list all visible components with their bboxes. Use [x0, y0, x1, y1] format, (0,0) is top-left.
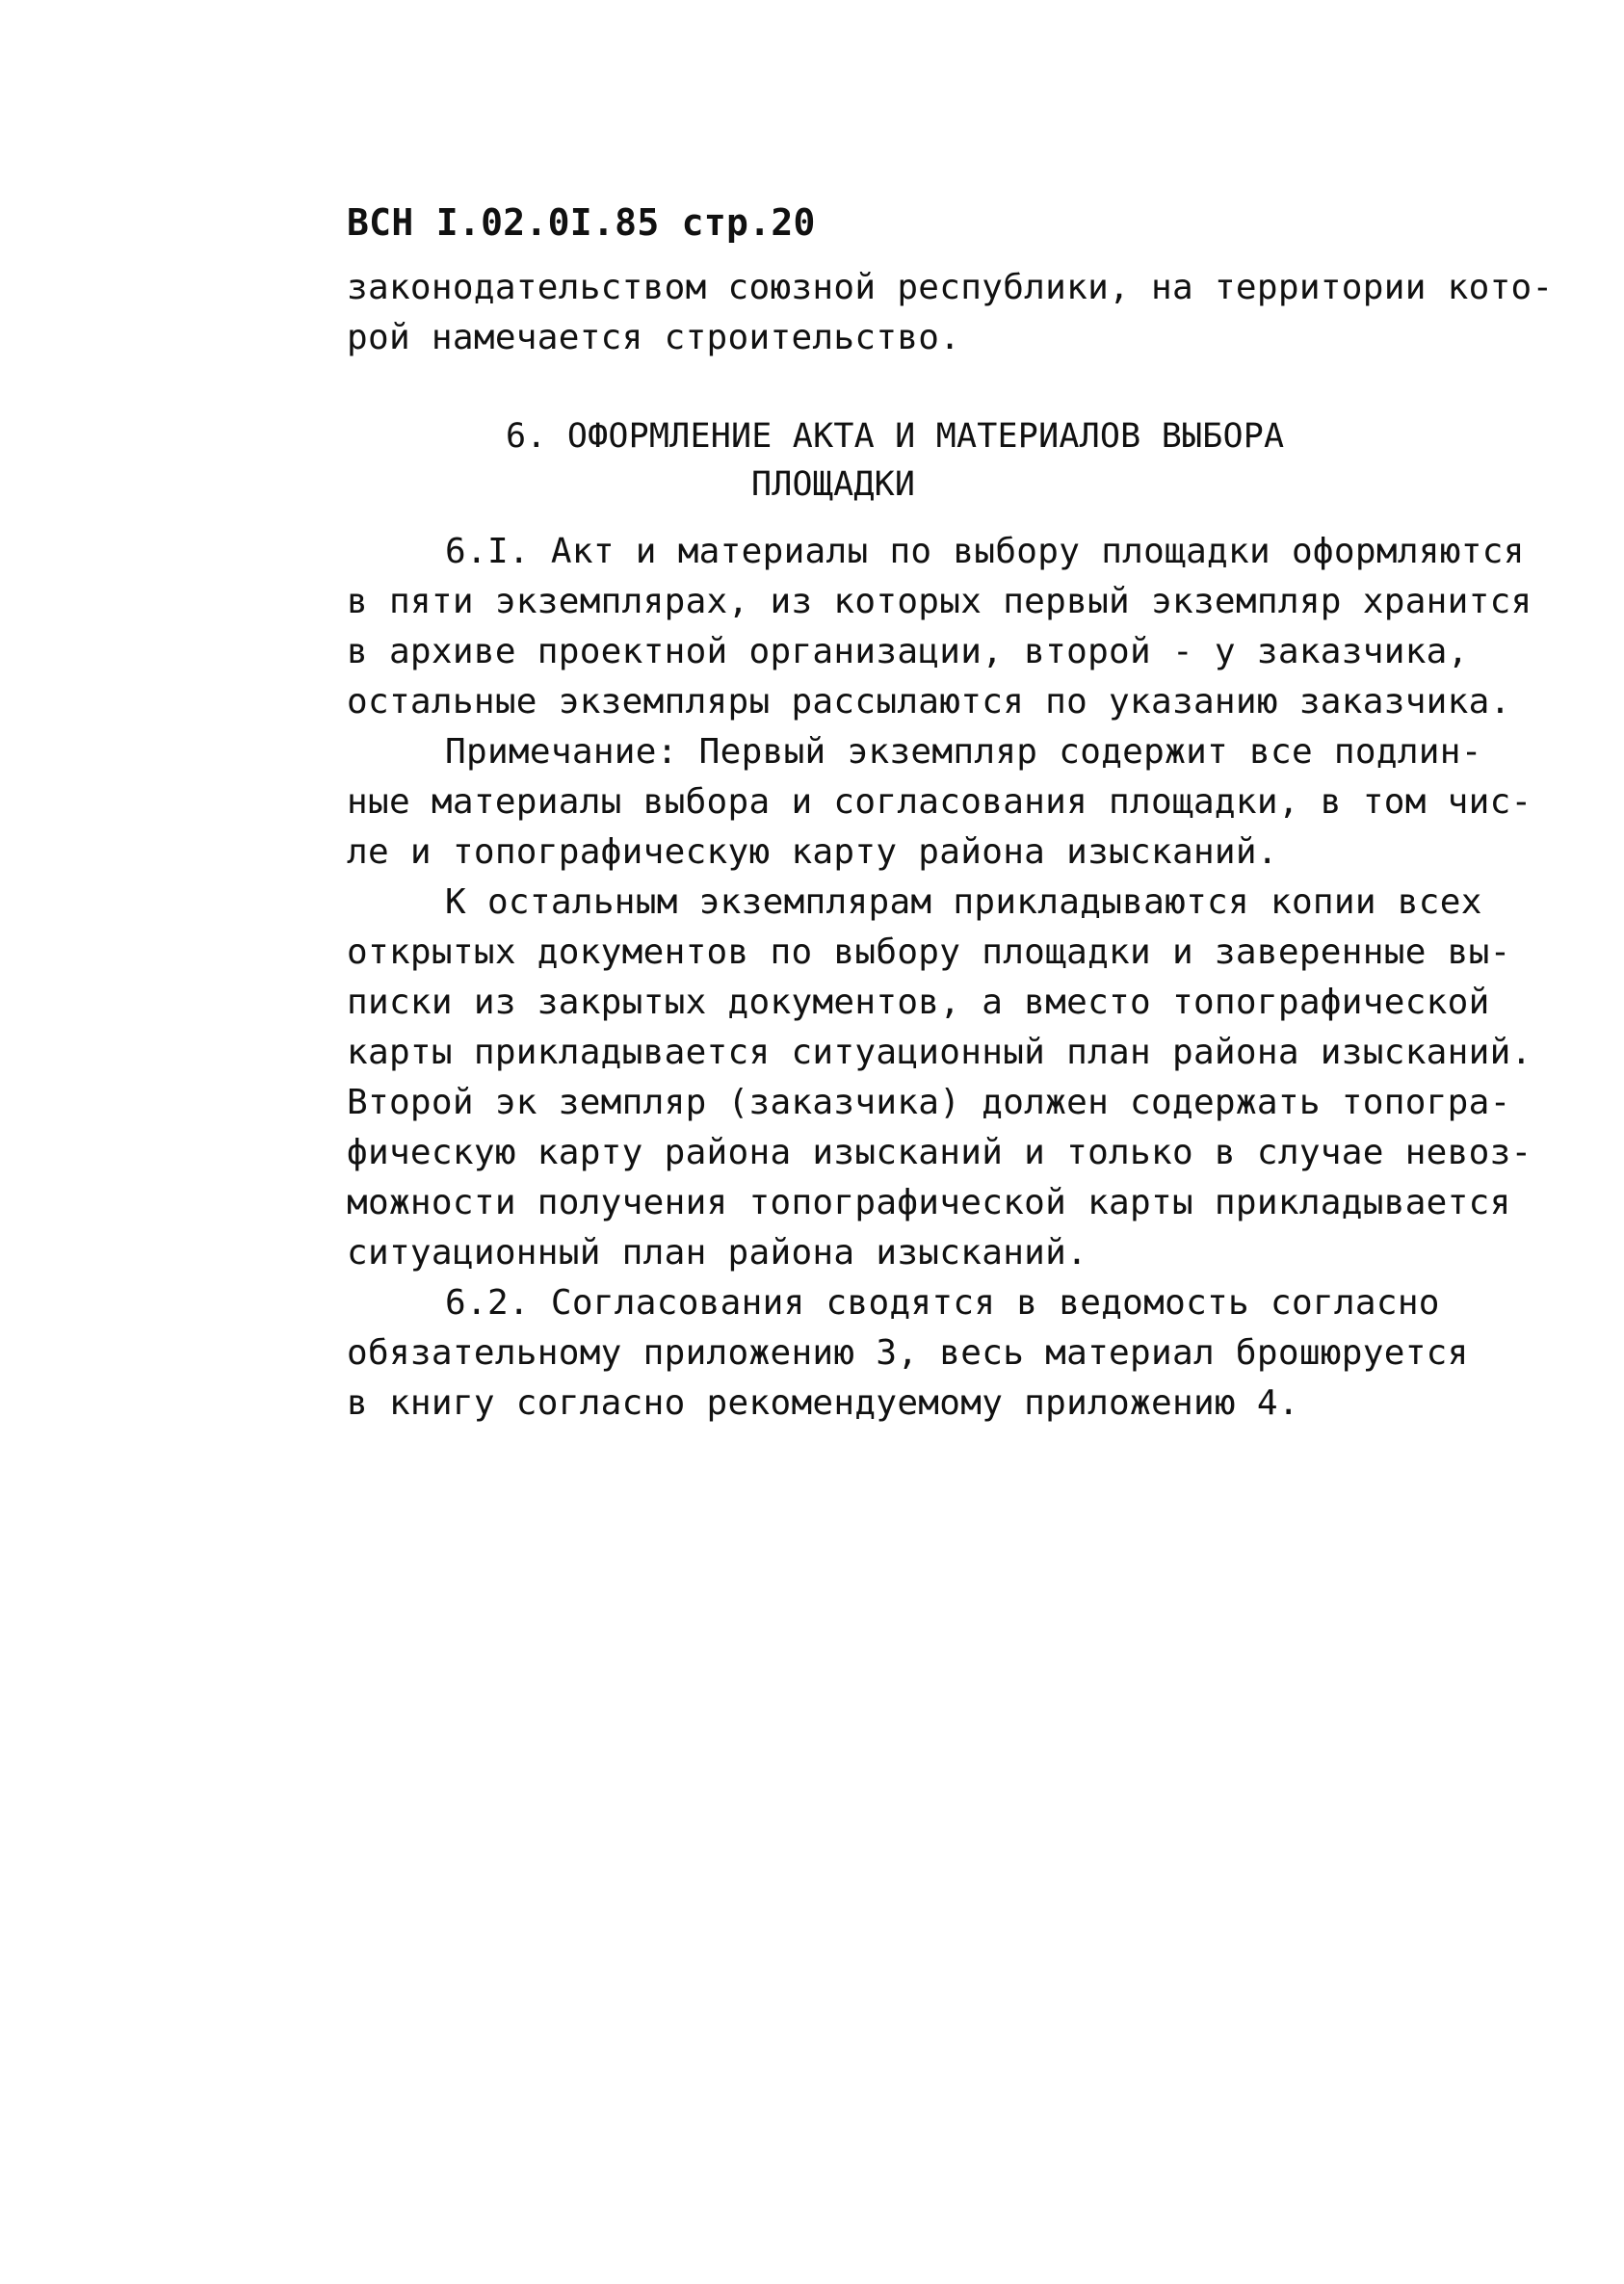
para-6-2-line-1: 6.2. Согласования сводятся в ведомость согласно — [445, 1283, 1440, 1323]
note-line-3: ле и топографическую карту района изысканий. — [347, 832, 1278, 872]
copies-line-2: открытых документов по выбору площадки и заверенные вы- — [347, 932, 1511, 972]
note-line-1: Примечание: Первый экземпляр содержит все подлин- — [445, 732, 1482, 772]
page-header: ВСН I.02.0I.85 стр.20 — [347, 201, 816, 244]
para-6-2-line-3: в книгу согласно рекомендуемому приложению 4. — [347, 1383, 1299, 1423]
copies-line-1: К остальным экземплярам прикладываются копии всех — [445, 882, 1482, 922]
intro-line-1: законодательством союзной республики, на территории кото- — [347, 268, 1554, 307]
copies-line-5: Второй эк земпляр (заказчика) должен содержать топогра- — [347, 1083, 1511, 1122]
intro-line-2: рой намечается строительство. — [347, 318, 961, 357]
section-title-line-1: 6. ОФОРМЛЕНИЕ АКТА И МАТЕРИАЛОВ ВЫБОРА — [506, 417, 1285, 456]
para-6-1-line-1: 6.I. Акт и материалы по выбору площадки оформляются — [445, 532, 1525, 571]
para-6-1-line-4: остальные экземпляры рассылаются по указанию заказчика. — [347, 682, 1511, 722]
section-title-line-2: ПЛОЩАДКИ — [751, 465, 916, 504]
para-6-2-line-2: обязательному приложению 3, весь материал брошюруется — [347, 1333, 1469, 1373]
note-line-2: ные материалы выбора и согласования площадки, в том чис- — [347, 782, 1532, 822]
copies-line-7: можности получения топографической карты прикладывается — [347, 1183, 1511, 1222]
copies-line-4: карты прикладывается ситуационный план района изысканий. — [347, 1033, 1532, 1072]
para-6-1-line-2: в пяти экземплярах, из которых первый экземпляр хранится — [347, 582, 1532, 621]
para-6-1-line-3: в архиве проектной организации, второй - у заказчика, — [347, 632, 1469, 671]
copies-line-6: фическую карту района изысканий и только в случае невоз- — [347, 1133, 1532, 1172]
copies-line-3: писки из закрытых документов, а вместо топографической — [347, 983, 1490, 1022]
copies-line-8: ситуационный план района изысканий. — [347, 1233, 1088, 1273]
